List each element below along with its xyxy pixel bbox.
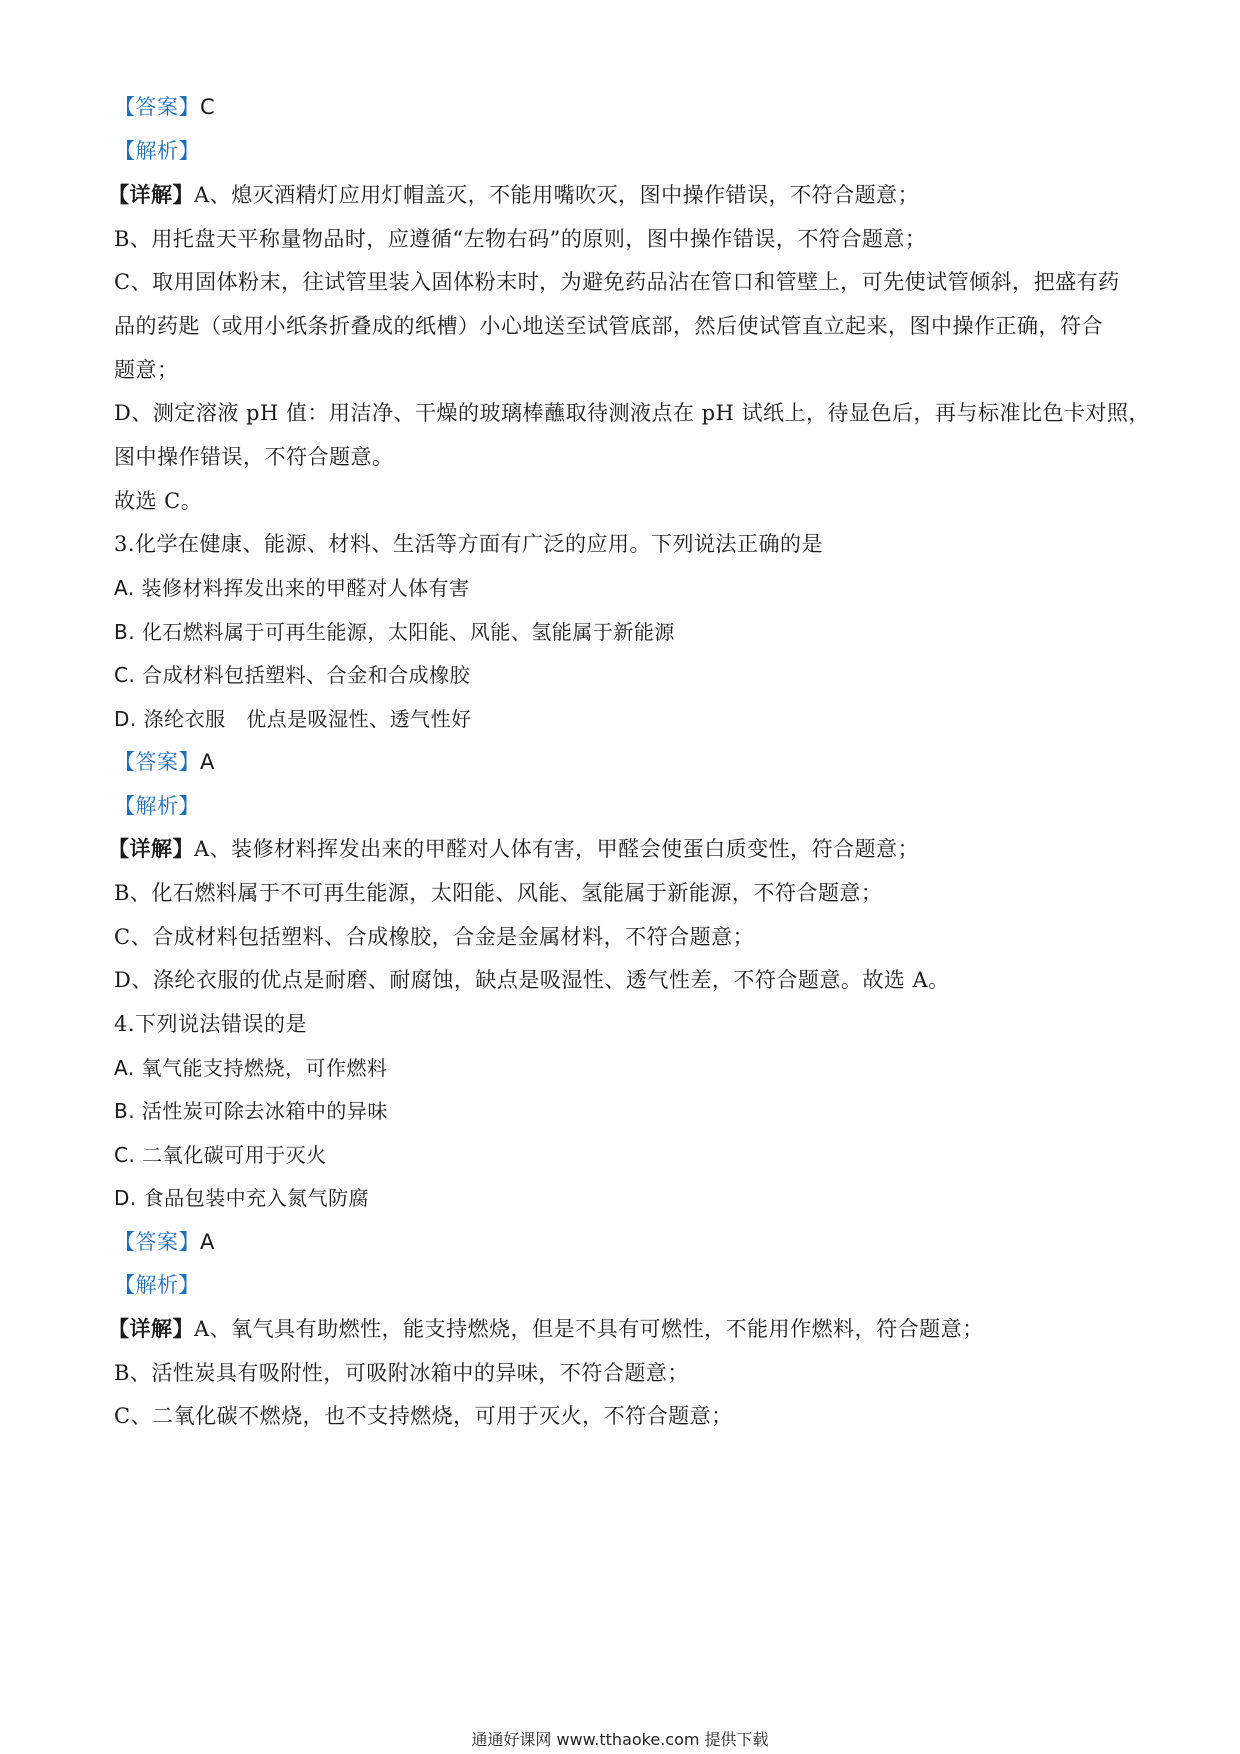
q3-detail-line-3: C、合成材料包括塑料、合成橡胶，合金是金属材料，不符合题意； [114,925,755,949]
detail-text: A、氧气具有助燃性，能支持燃烧，但是不具有可燃性，不能用作燃料，符合题意； [194,1317,984,1341]
q4-detail-line-3: C、二氧化碳不燃烧，也不支持燃烧，可用于灭火，不符合题意； [114,1404,733,1428]
q2-detail-line-4: 品的药匙（或用小纸条折叠成的纸槽）小心地送至试管底部，然后使试管直立起来，图中操作正确，符合 [114,314,1103,338]
q2-detail-line-5: 题意； [114,358,179,382]
q2-answer-line [114,92,1134,122]
detail-tag: 【详解】 [108,836,194,861]
q3-option-d: D. 涤纶衣服 优点是吸湿性、透气性好 [114,707,472,731]
q3-option-c: C. 合成材料包括塑料、合金和合成橡胶 [114,663,471,687]
q2-analysis-tag [114,136,1134,166]
q4-option-d: D. 食品包装中充入氮气防腐 [114,1186,370,1210]
q3-answer-line [114,747,1134,777]
q4-option-c: C. 二氧化碳可用于灭火 [114,1143,327,1167]
q3-analysis-tag [114,791,1134,821]
answer-tag: 【答案】 [114,750,200,774]
analysis-tag: 【解析】 [114,794,200,818]
q4-detail-line-1 [108,1314,1128,1344]
answer-value: A [200,1230,215,1254]
q3-option-b: B. 化石燃料属于可再生能源，太阳能、风能、氢能属于新能源 [114,620,675,644]
q3-detail-line-1 [108,834,1128,864]
q2-detail-line-3: C、取用固体粉末，往试管里装入固体粉末时，为避免药品沾在管口和管壁上，可先使试管倾斜，把盛有药 [114,270,1120,294]
q4-option-a: A. 氧气能支持燃烧，可作燃料 [114,1056,388,1080]
answer-value: C [200,95,216,119]
detail-tag: 【详解】 [108,1316,194,1341]
q4-option-b: B. 活性炭可除去冰箱中的异味 [114,1099,388,1123]
detail-tag: 【详解】 [108,182,194,207]
q4-detail-line-2: B、活性炭具有吸附性，可吸附冰箱中的异味，不符合题意； [114,1361,689,1385]
q2-detail-line-7: 图中操作错误，不符合题意。 [114,445,394,469]
q4-answer-line [114,1227,1134,1257]
q4-stem: 4.下列说法错误的是 [114,1012,308,1036]
q2-detail-line-6: D、测定溶液 pH 值：用洁净、干燥的玻璃棒蘸取待测液点在 pH 试纸上，待显色后，再与标准比色卡对照， [114,401,1151,425]
q3-detail-line-2: B、化石燃料属于不可再生能源，太阳能、风能、氢能属于新能源，不符合题意； [114,881,883,905]
analysis-tag: 【解析】 [114,139,200,163]
answer-tag: 【答案】 [114,95,200,119]
q3-option-a: A. 装修材料挥发出来的甲醛对人体有害 [114,576,470,600]
q4-analysis-tag [114,1270,1134,1300]
q2-detail-line-1 [108,180,1128,210]
q3-detail-line-4: D、涤纶衣服的优点是耐磨、耐腐蚀，缺点是吸湿性、透气性差，不符合题意。故选 A。 [114,968,950,992]
page-footer: 通通好课网 www.tthaoke.com 提供下载 [471,1730,769,1749]
analysis-tag: 【解析】 [114,1273,200,1297]
answer-value: A [200,750,215,774]
detail-text: A、熄灭酒精灯应用灯帽盖灭，不能用嘴吹灭，图中操作错误，不符合题意； [194,183,920,207]
q3-stem: 3.化学在健康、能源、材料、生活等方面有广泛的应用。下列说法正确的是 [114,532,824,556]
q2-detail-line-2: B、用托盘天平称量物品时，应遵循“左物右码”的原则，图中操作错误，不符合题意； [114,227,927,251]
q2-conclusion: 故选 C。 [114,489,203,513]
detail-text: A、装修材料挥发出来的甲醛对人体有害，甲醛会使蛋白质变性，符合题意； [194,837,920,861]
answer-tag: 【答案】 [114,1230,200,1254]
